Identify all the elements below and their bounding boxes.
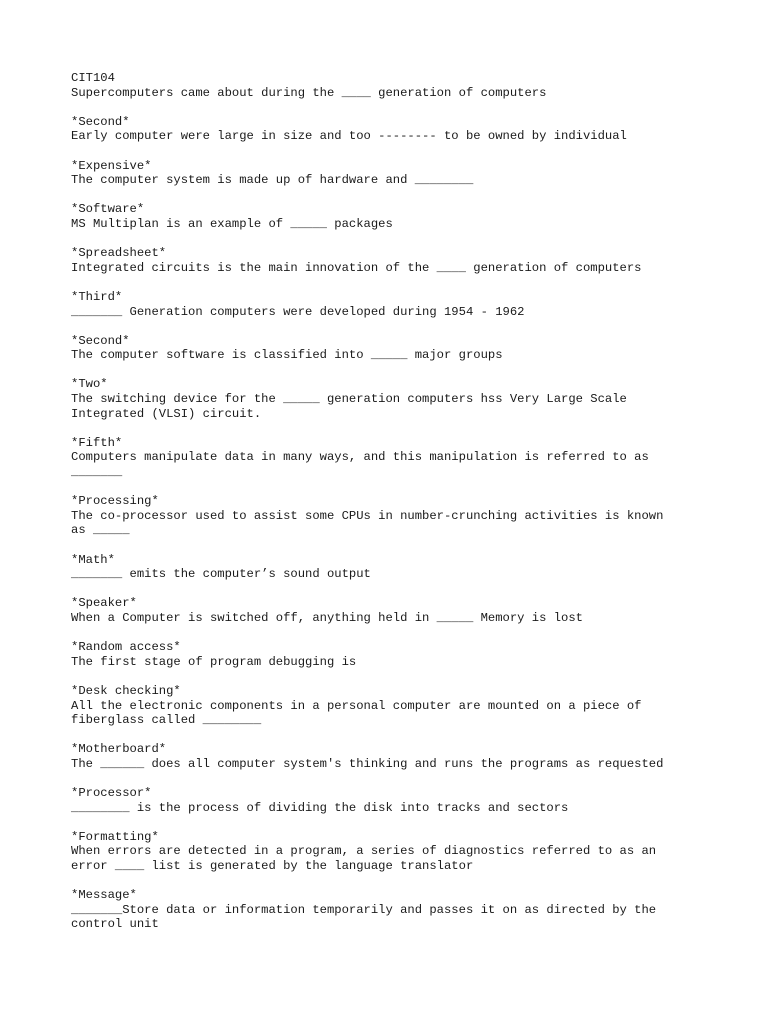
qa-block xyxy=(71,640,691,669)
qa-block xyxy=(71,377,691,421)
question-text: fiberglass called ________ xyxy=(71,713,262,728)
qa-block xyxy=(71,742,691,771)
question-text: The ______ does all computer system's thinking and runs the programs as requested xyxy=(71,756,664,771)
question-text: _______ emits the computer’s sound output xyxy=(71,567,371,582)
answer-text: *Software* xyxy=(71,202,145,217)
answer-text: *Processor* xyxy=(71,786,152,801)
question-text: as _____ xyxy=(71,523,130,538)
qa-block xyxy=(71,246,691,275)
qa-block xyxy=(71,830,691,874)
answer-text: *Fifth* xyxy=(71,435,123,450)
question-text: When errors are detected in a program, a series of diagnostics referred to as an xyxy=(71,844,657,859)
qa-block xyxy=(71,334,691,363)
answer-text: *Two* xyxy=(71,377,108,392)
answer-text: *Second* xyxy=(71,114,130,129)
question-text: Computers manipulate data in many ways, and this manipulation is referred to as xyxy=(71,450,649,465)
qa-block xyxy=(71,596,691,625)
question-text: control unit xyxy=(71,917,159,932)
qa-block xyxy=(71,202,691,231)
answer-text: *Random access* xyxy=(71,640,181,655)
qa-list xyxy=(71,115,691,932)
qa-block xyxy=(71,290,691,319)
answer-text: *Spreadsheet* xyxy=(71,246,167,261)
qa-block xyxy=(71,436,691,480)
question-text: The co-processor used to assist some CPUs in number-crunching activities is known xyxy=(71,508,664,523)
answer-text: *Formatting* xyxy=(71,829,159,844)
question-text: The first stage of program debugging is xyxy=(71,654,357,669)
question-text: The computer system is made up of hardware and ________ xyxy=(71,173,474,188)
course-code: CIT104 xyxy=(71,71,115,85)
qa-block xyxy=(71,553,691,582)
answer-text: *Desk checking* xyxy=(71,683,181,698)
question-text: error ____ list is generated by the language translator xyxy=(71,859,474,874)
answer-text: *Third* xyxy=(71,289,123,304)
answer-text: *Expensive* xyxy=(71,158,152,173)
document-body xyxy=(71,71,691,932)
question-text: _______ Generation computers were developed during 1954 - 1962 xyxy=(71,304,525,319)
qa-block xyxy=(71,786,691,815)
answer-text: *Math* xyxy=(71,552,115,567)
question-text: _______ xyxy=(71,465,123,480)
question-text: Supercomputers came about during the ____ generation of computers xyxy=(71,85,547,100)
answer-text: *Motherboard* xyxy=(71,742,167,757)
qa-block xyxy=(71,684,691,728)
qa-block xyxy=(71,115,691,144)
qa-block xyxy=(71,494,691,538)
qa-block xyxy=(71,159,691,188)
question-text: ________ is the process of dividing the disk into tracks and sectors xyxy=(71,800,569,815)
question-text: Early computer were large in size and too -------- to be owned by individual xyxy=(71,129,627,144)
question-text: The computer software is classified into _____ major groups xyxy=(71,348,503,363)
qa-block xyxy=(71,888,691,932)
answer-text: *Processing* xyxy=(71,494,159,509)
question-text: Integrated circuits is the main innovation of the ____ generation of computers xyxy=(71,260,642,275)
question-text: All the electronic components in a personal computer are mounted on a piece of xyxy=(71,698,642,713)
question-text: MS Multiplan is an example of _____ packages xyxy=(71,216,393,231)
question-text: The switching device for the _____ generation computers hss Very Large Scale xyxy=(71,392,627,407)
answer-text: *Speaker* xyxy=(71,596,137,611)
answer-text: *Second* xyxy=(71,333,130,348)
question-text: When a Computer is switched off, anything held in _____ Memory is lost xyxy=(71,610,583,625)
answer-text: *Message* xyxy=(71,888,137,903)
question-text: _______Store data or information temporarily and passes it on as directed by the xyxy=(71,902,657,917)
question-text: Integrated (VLSI) circuit. xyxy=(71,406,262,421)
